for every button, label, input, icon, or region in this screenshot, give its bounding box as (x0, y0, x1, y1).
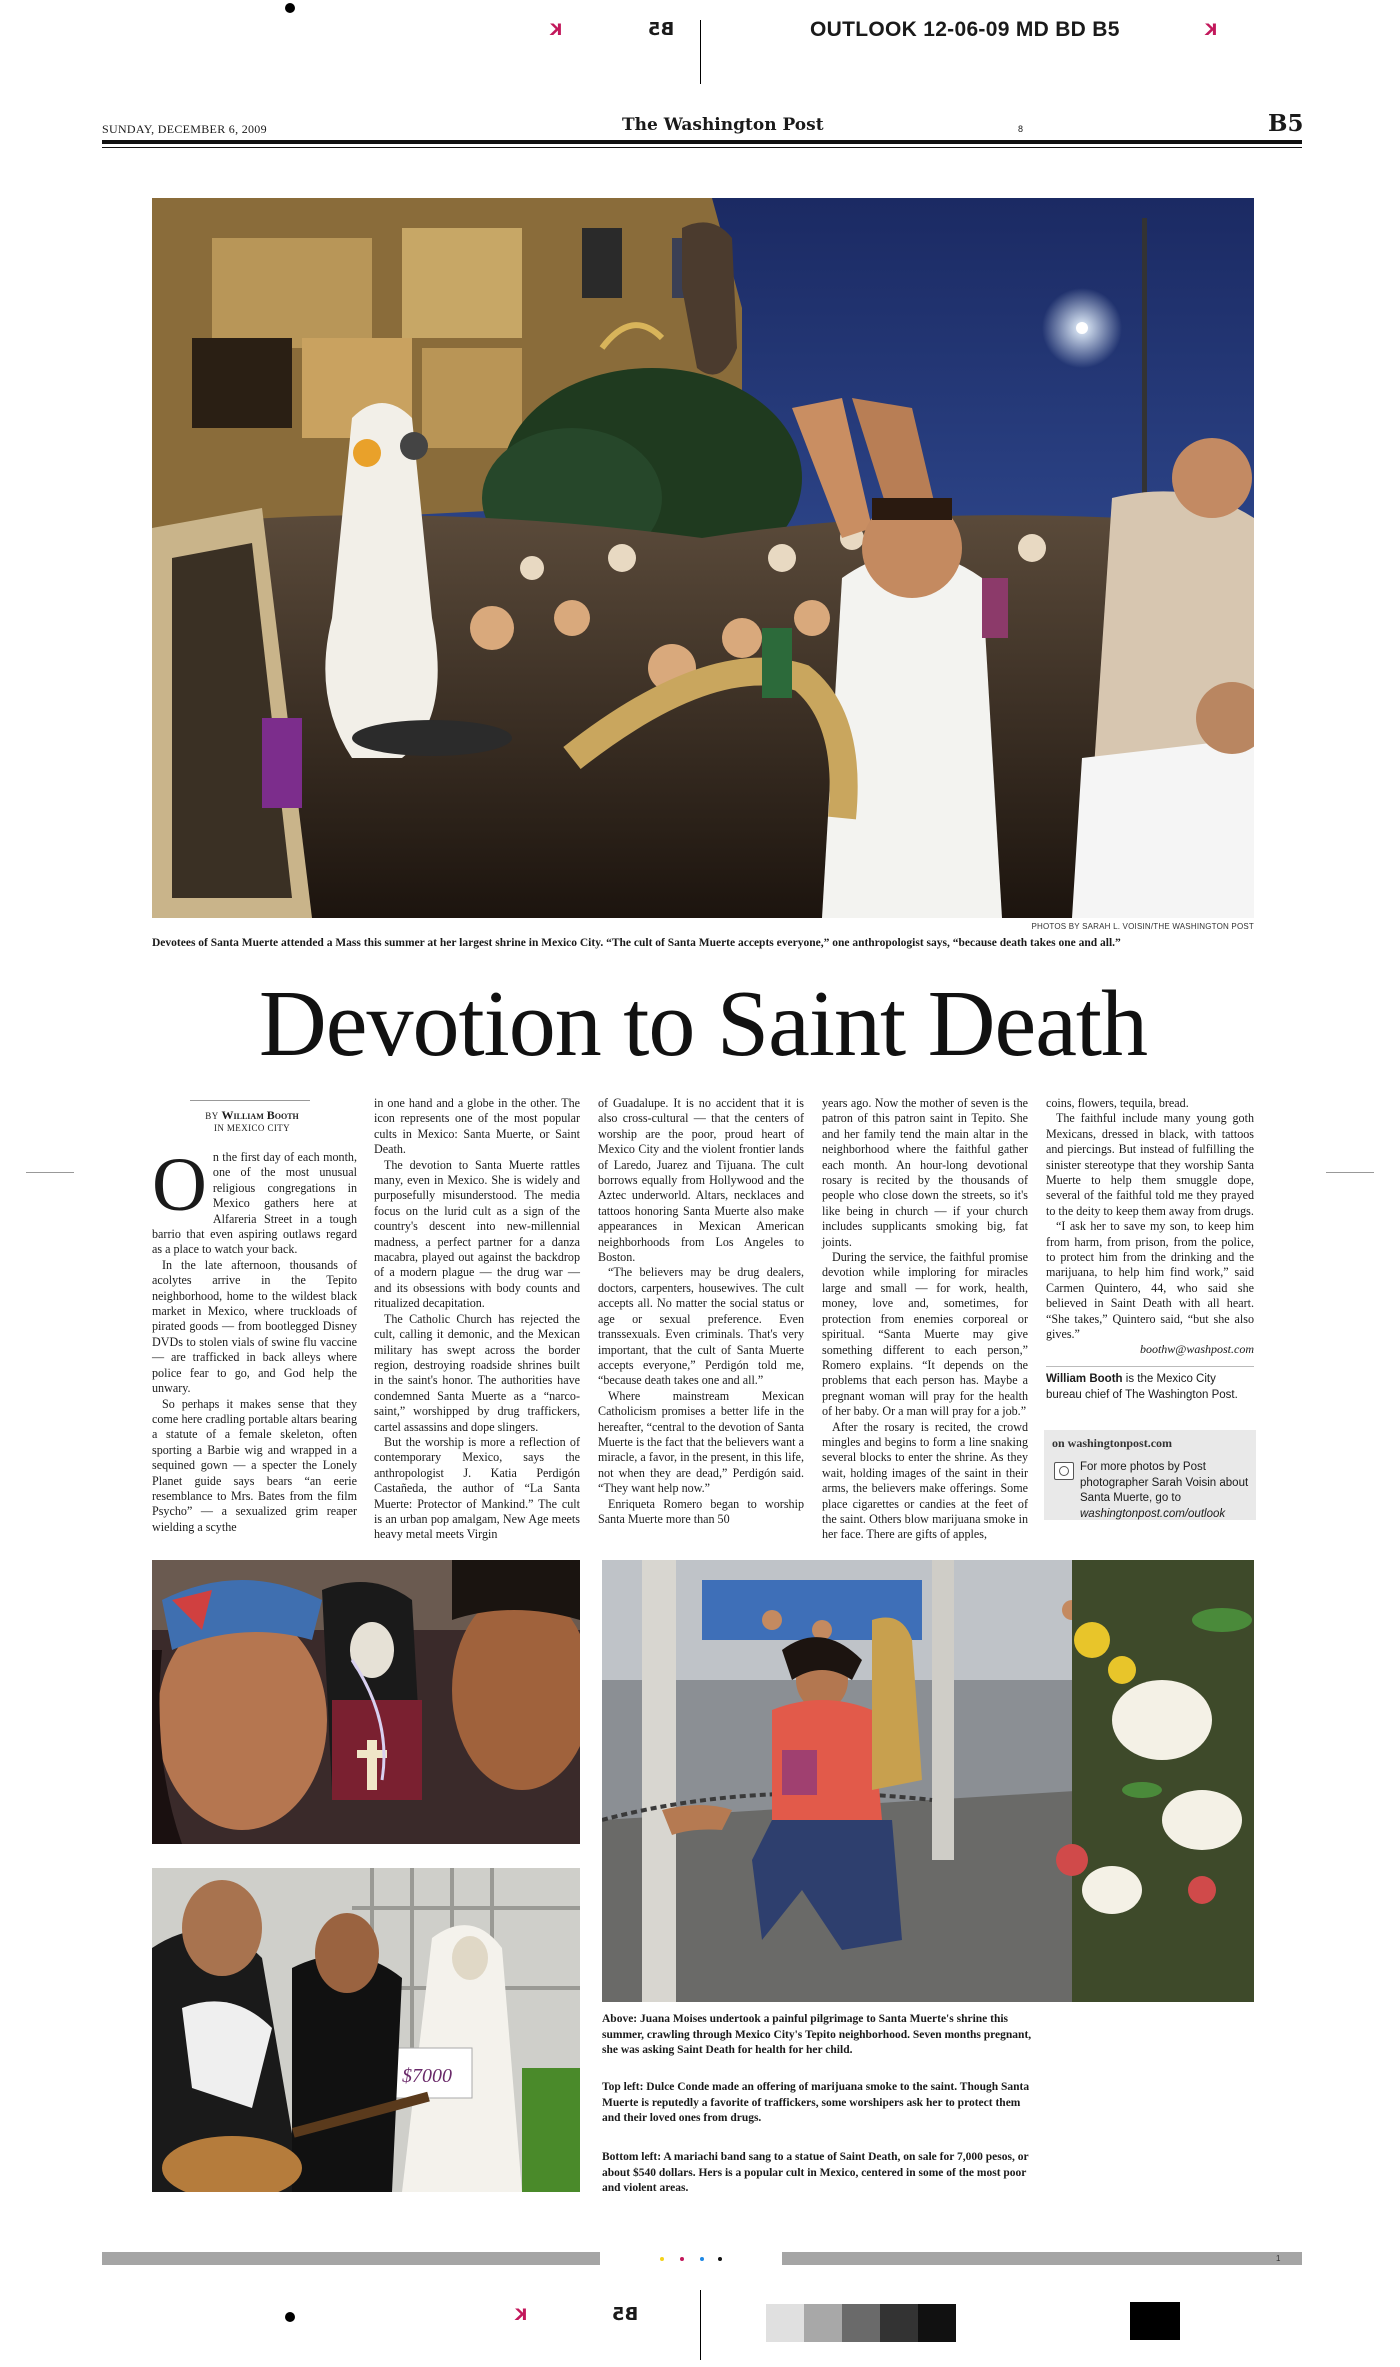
online-promo-link[interactable]: washingtonpost.com/outlook (1080, 1507, 1226, 1520)
price-tag: $7000 (402, 2065, 452, 2087)
article-paragraph-5: The devotion to Santa Muerte rattles many, even in Mexico. She is widely and purposefully misunderstood. The media focus on the lurid cult as a sign of the country's descent into new-millennial madness, a perfect partner for a danza macabra, played out against the backdrop of a modern plague — the drug war — and its obsessions with body counts and ritualized decapitation. (374, 1157, 580, 1311)
margin-mark-left (26, 1172, 74, 1173)
footer-bar-right (782, 2252, 1302, 2265)
density-swatch-2 (804, 2304, 842, 2342)
density-swatch-5 (918, 2304, 956, 2342)
article-paragraph-13: During the service, the faithful promise devotion while imploring for miracles large and small — for work, health, money, love and, sometimes, for protection from enemies corporeal or spiritual. “Santa Muerte may give something different to each person,” Romero explains. “It depends on the problems that each person has. Maybe a pregnant woman will pray for the health of her baby. Or a man will pray for a job.” (822, 1250, 1028, 1419)
drop-cap: O (152, 1143, 207, 1227)
lead-photo-santa-muerte-mass (152, 198, 1254, 918)
density-swatch-4 (880, 2304, 918, 2342)
photo-credit: PHOTOS BY SARAH L. VOISIN/THE WASHINGTON POST (1031, 922, 1254, 931)
color-dot-yellow (660, 2257, 664, 2261)
color-dot-magenta (680, 2257, 684, 2261)
article-paragraph-12: years ago. Now the mother of seven is the patron of this patron saint in Tepito. She and her family tend the main altar in the neighborhood where the faithful gather each month. An hour-long devotional rosary is recited by the thousands of people who close down the streets, so it's like being in church — if your church includes supplicants smoking big, fat joints. (822, 1096, 1028, 1249)
article-paragraph-16: The faithful include many young goth Mexicans, dressed in black, with tattoos and piercings. But instead of fulfilling the sinister stereotype that they worship Santa Muerte to help them smuggle dope, several of the faithful told me they prayed to the deity to keep them away from drugs. (1046, 1111, 1254, 1218)
article-headline: Devotion to Saint Death (258, 972, 1148, 1076)
caption-above: Above: Juana Moises undertook a painful pilgrimage to Santa Muerte's shrine this summer, crawling through Mexico City's Tepito neighborhood. Seven months pregnant, she was asking Saint Death for health for her child. (602, 2013, 1032, 2057)
article-column-1 (152, 1143, 357, 1535)
camera-icon (1054, 1462, 1074, 1480)
author-bio (1046, 1372, 1254, 1403)
article-paragraph-11: Enriqueta Romero began to worship Santa Muerte more than 50 (598, 1496, 804, 1526)
article-paragraph-6: The Catholic Church has rejected the cult, calling it demonic, and the Mexican military has swept across the border region, destroying roadside shrines built in the saint's honor. The authorities have condemned Santa Muerte as a “narco-saint,” worshipped by drug traffickers, cartel assassins and dope slingers. (374, 1311, 580, 1434)
bio-rule (1046, 1366, 1254, 1367)
color-dot-cyan (700, 2257, 704, 2261)
masthead-small-mark: 8 (1018, 124, 1024, 134)
online-promo-text: For more photos by Post photographer Sarah Voisin about Santa Muerte, go to washingtonpost.com/outlook (1080, 1461, 1249, 1520)
author-bio-name: William Booth (1046, 1373, 1123, 1385)
page-number: B5 (1268, 110, 1304, 137)
density-swatch-3 (842, 2304, 880, 2342)
article-column-5 (1046, 1096, 1254, 1343)
photo-marijuana-offering (152, 1560, 580, 1844)
article-paragraph-7: But the worship is more a reflection of contemporary Mexico, says the anthropologist J. Katia Perdigón Castañeda, the author of “La Santa Muerte: Protector of Mankind.” The cult is an urban pop amalgam, New Age meets heavy metal meets Virgin (374, 1434, 580, 1542)
registration-dot-top (285, 3, 295, 13)
km-mark-top: K (550, 20, 563, 39)
article-paragraph-14: After the rosary is recited, the crowd mingles and begins to form a line snaking several blocks to enter the shrine. As they wait, holding images of the saint in their arms, the believers make offerings. Some place cigarettes or candies at the feet of the saint. Others blow marijuana smoke in her face. There are gifts of apples, (822, 1419, 1028, 1542)
density-swatch-1 (766, 2304, 804, 2342)
corner-page-number: 1 (1276, 2254, 1281, 2263)
article-column-4 (822, 1096, 1028, 1543)
author-bio-text: is the Mexico City bureau chief of The Washington Post. (1046, 1373, 1238, 1401)
margin-mark-right (1326, 1172, 1374, 1173)
byline-by: BY (205, 1111, 219, 1121)
caption-top-left: Top left: Dulce Conde made an offering of marijuana smoke to the saint. Though Santa Muerte is reputedly a favorite of traffickers, some worshipers ask her to protect them and their loved ones from drugs. (602, 2081, 1030, 2125)
photo-mariachi-band (152, 1868, 580, 2192)
print-slug: OUTLOOK 12-06-09 MD BD B5 (810, 18, 1120, 41)
article-paragraph-17: “I ask her to save my son, to keep him from harm, from prison, from the police, to protect him from the drinking and the marijuana, to help him find work,” said Carmen Quintero, 44, who said she believed in Saint Death with all heart. “She takes,” Quintero said, “but she also gives.” (1046, 1219, 1254, 1342)
article-paragraph-4: in one hand and a globe in the other. The icon represents one of the most popular cults in Mexico: Santa Muerte, or Saint Death. (374, 1096, 580, 1157)
caption-bottom-left: Bottom left: A mariachi band sang to a statue of Saint Death, on sale for 7,000 pesos, or about $540 dollars. Hers is a popular cult in Mexico, centered in some of the most poor and violent areas. (602, 2151, 1029, 2195)
article-paragraph-9: “The believers may be drug dealers, doctors, carpenters, housewives. The cult accepts all. No matter the social status or age or sexual preference. Even transsexuals. Even criminals. That's very important, that the cult of Santa Muerte accepts everyone,” Perdigón told me, “because death takes one and all.” (598, 1265, 804, 1388)
byline-location: IN MEXICO CITY (213, 1123, 291, 1133)
article-paragraph-3: So perhaps it makes sense that they come here cradling portable altars bearing a statute of a female skeleton, often sporting a Barbie wig and wrapped in a sequined gown — a specter the Lonely Planet guide says bears “an eerie resemblance to Mrs. Bates from the film Psycho” — a sexualized grim reaper wielding a scythe (152, 1396, 357, 1534)
byline-author: William Booth (221, 1108, 299, 1122)
footer-bar-left (102, 2252, 600, 2265)
page-mark-top: B5 (648, 19, 675, 40)
byline (152, 1108, 352, 1133)
byline-rule (190, 1100, 310, 1101)
article-paragraph-2: In the late afternoon, thousands of acolytes arrive in the Tepito neighborhood, home to the wildest black market in Mexico, where truckloads of pirated goods — from bootlegged Disney DVDs to stolen vials of swine flu vaccine — are trafficked in back alleys where police fear to go, and God help the unwary. (152, 1257, 357, 1396)
fold-line-top (700, 20, 701, 84)
fold-line-bottom (700, 2290, 701, 2360)
article-paragraph-10: Where mainstream Mexican Catholicism promises a better life in the hereafter, “central to the devotion of Santa Muerte is the fact that the believers want a miracle, a favor, in the present, in this life, not when they are dead,” Perdigón said. “They want help now.” (598, 1388, 804, 1496)
online-promo-header: on washingtonpost.com (1052, 1436, 1173, 1450)
masthead-rule-thin (102, 147, 1302, 148)
km-mark-bottom: K (515, 2305, 528, 2324)
photo-pilgrimage-crawling (602, 1560, 1254, 2002)
lead-photo-caption: Devotees of Santa Muerte attended a Mass this summer at her largest shrine in Mexico City. “The cult of Santa Muerte accepts everyone,” one anthropologist says, “because death takes one and all.” (152, 937, 1121, 949)
newspaper-masthead: The Washington Post (622, 115, 824, 135)
article-column-3 (598, 1096, 804, 1527)
black-registration-block (1130, 2302, 1180, 2340)
article-paragraph-8: of Guadalupe. It is no accident that it is also cross-cultural — that the centers of worship are the poor, proud heart of Mexico City and the violent frontier lands of Laredo, Juarez and Tijuana. The cult borrows equally from Hollywood and the Aztec underworld. Altars, necklaces and tattoos honoring Santa Muerte also make appearances in Mexican American neighborhoods from Los Angeles to Boston. (598, 1096, 804, 1265)
article-paragraph-1: On the first day of each month, one of the most unusual religious congregations in Mexico gathers here at Alfareria Street in a tough barrio that even aspiring outlaws regard as a place to watch your back. (152, 1143, 357, 1257)
km-mark-top-right: K (1205, 20, 1218, 39)
online-promo-box (1044, 1430, 1256, 1520)
article-column-2 (374, 1096, 580, 1543)
article-paragraph-15: coins, flowers, tequila, bread. (1046, 1096, 1189, 1110)
author-email[interactable]: boothw@washpost.com (1139, 1342, 1254, 1356)
registration-dot-bottom (285, 2312, 295, 2322)
page-mark-bottom: B5 (612, 2304, 639, 2325)
masthead-rule-thick (102, 140, 1302, 144)
color-dot-black (718, 2257, 722, 2261)
issue-date: SUNDAY, DECEMBER 6, 2009 (102, 122, 267, 136)
